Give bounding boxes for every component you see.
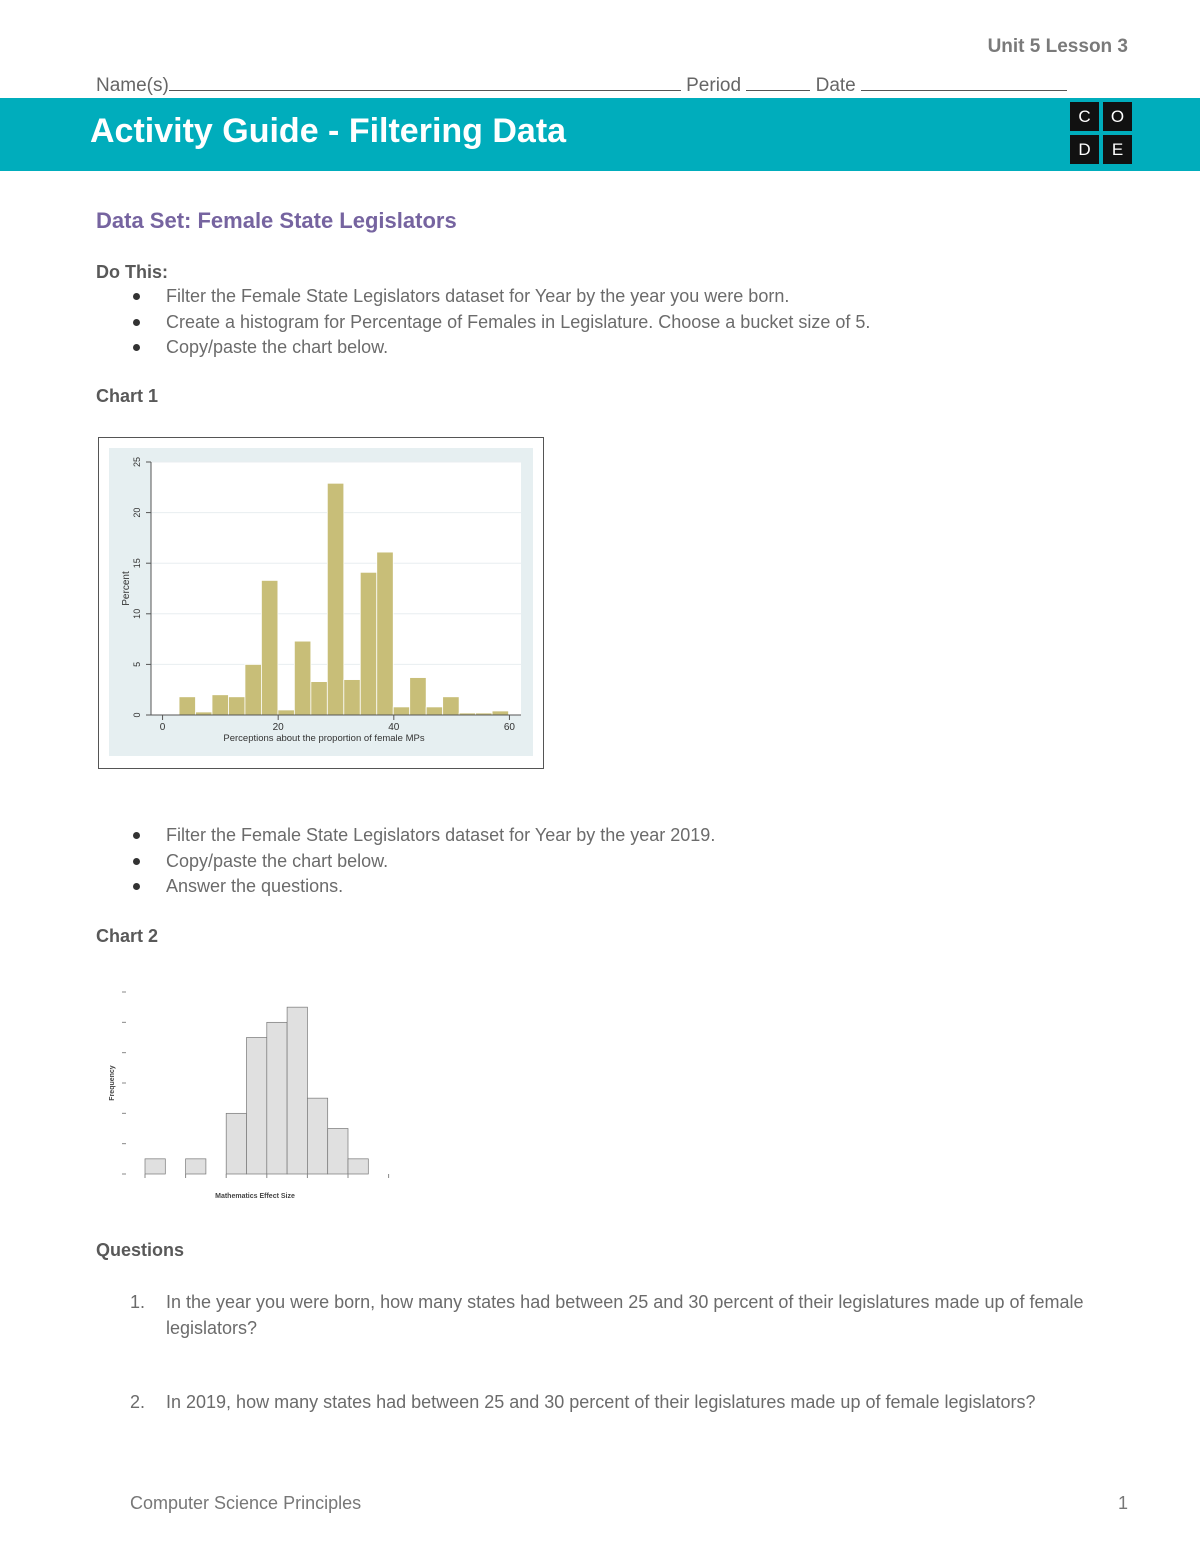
date-blank[interactable] — [861, 72, 1067, 91]
chart1-x-axis-label: Perceptions about the proportion of female MPs — [223, 733, 425, 744]
chart1-bar — [360, 572, 376, 715]
chart2-bar — [348, 1159, 368, 1174]
chart1-bar — [311, 682, 327, 715]
chart1-bar — [261, 580, 277, 715]
chart2-bar — [328, 1129, 348, 1175]
footer-course: Computer Science Principles — [130, 1493, 362, 1513]
logo-letter-d: D — [1070, 135, 1099, 164]
list-item: Copy/paste the chart below. — [130, 335, 870, 361]
chart2-bar — [307, 1098, 327, 1174]
chart1-bar — [426, 707, 442, 715]
chart2-bar — [226, 1113, 246, 1174]
chart1-bar — [278, 710, 294, 715]
chart2-bar — [247, 1038, 267, 1175]
second-instructions-list — [130, 823, 715, 900]
chart1-x-tick-label: 40 — [388, 722, 400, 733]
chart1-bar — [212, 695, 228, 715]
chart1-x-tick-label: 20 — [272, 722, 284, 733]
chart1-bar — [443, 697, 459, 715]
chart2-bar — [186, 1159, 206, 1174]
question-text: In the year you were born, how many states had between 25 and 30 percent of their legislatures made up of female legislators? — [166, 1292, 1084, 1338]
chart1-bar — [344, 680, 360, 715]
name-label: Name(s) — [96, 75, 169, 96]
question-text: In 2019, how many states had between 25 and 30 percent of their legislatures made up of female legislators? — [166, 1392, 1036, 1412]
chart1-y-tick-label: 15 — [132, 558, 142, 569]
chart1-label: Chart 1 — [96, 386, 159, 406]
chart1-bar — [377, 552, 393, 715]
chart1-bar — [228, 697, 244, 715]
chart2-bar — [145, 1159, 165, 1174]
code-logo — [1070, 102, 1134, 166]
chart1-y-tick-label: 10 — [132, 608, 142, 619]
page-title: Activity Guide - Filtering Data — [90, 112, 567, 150]
chart2-y-axis-label: Frequency — [109, 1065, 116, 1101]
period-label: Period — [686, 75, 742, 96]
chart1-y-tick-label: 25 — [132, 456, 142, 468]
do-this-heading: Do This: — [96, 262, 168, 282]
chart1-bar — [179, 697, 195, 715]
chart1-bar — [294, 641, 310, 715]
logo-letter-c: C — [1070, 102, 1099, 131]
chart2-x-axis-label: Mathematics Effect Size — [215, 1193, 295, 1200]
question-number: 1. — [130, 1292, 146, 1312]
chart2-bar — [267, 1022, 287, 1174]
chart1-bar — [327, 483, 343, 715]
list-item: Copy/paste the chart below. — [130, 849, 715, 875]
question-number: 2. — [130, 1392, 146, 1412]
chart2-bar — [287, 1007, 307, 1174]
period-blank[interactable] — [746, 72, 810, 91]
chart1-x-tick-label: 60 — [503, 722, 515, 733]
chart2-histogram[interactable] — [100, 980, 400, 1210]
chart1-histogram[interactable] — [99, 438, 543, 768]
chart1-x-tick-label: 0 — [159, 722, 166, 733]
chart1-y-axis-label: Percent — [121, 571, 132, 606]
name-blank[interactable] — [169, 72, 681, 91]
footer-page-number: 1 — [1118, 1493, 1129, 1513]
logo-letter-e: E — [1103, 135, 1132, 164]
unit-lesson-label: Unit 5 Lesson 3 — [987, 36, 1128, 57]
list-item: Filter the Female State Legislators dataset for Year by the year you were born. — [130, 284, 870, 310]
date-label: Date — [815, 75, 856, 96]
dataset-heading: Data Set: Female State Legislators — [96, 208, 457, 233]
chart1-y-tick-label: 0 — [132, 712, 142, 718]
chart1-y-tick-label: 5 — [132, 661, 142, 667]
list-item: Answer the questions. — [130, 874, 715, 900]
chart1-bar — [393, 707, 409, 715]
list-item: Create a histogram for Percentage of Females in Legislature. Choose a bucket size of 5. — [130, 310, 870, 336]
questions-heading: Questions — [96, 1240, 185, 1260]
logo-letter-o: O — [1103, 102, 1132, 131]
do-this-list — [130, 284, 870, 361]
chart1-y-tick-label: 20 — [132, 507, 142, 518]
chart2-label: Chart 2 — [96, 926, 159, 946]
name-period-date-line — [96, 72, 1067, 97]
chart1-bar — [245, 664, 261, 715]
chart1-bar — [492, 711, 508, 715]
list-item: Filter the Female State Legislators dataset for Year by the year 2019. — [130, 823, 715, 849]
chart1-bar — [410, 678, 426, 715]
